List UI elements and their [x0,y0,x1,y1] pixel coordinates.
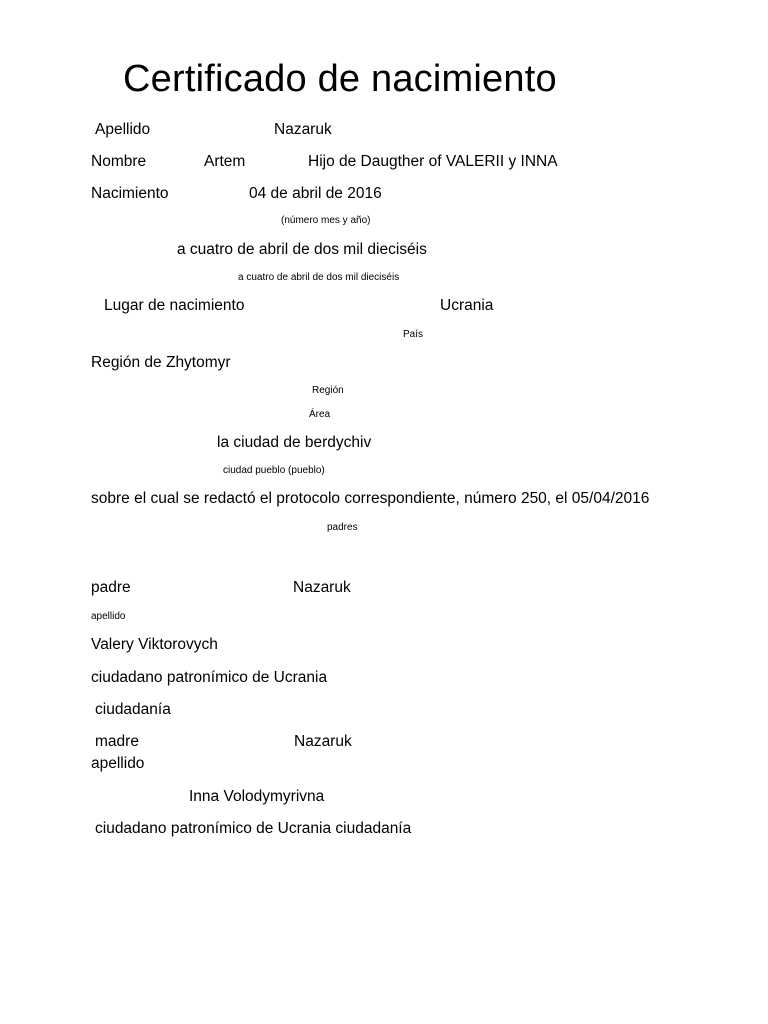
birth-date: 04 de abril de 2016 [249,185,382,202]
page-title: Certificado de nacimiento [123,58,557,100]
birthplace-city: la ciudad de berdychiv [217,434,372,451]
mother-patronymic: Inna Volodymyrivna [189,788,325,805]
birth-words-hint: a cuatro de abril de dos mil dieciséis [238,272,400,283]
father-patronymic: Valery Viktorovych [91,636,218,653]
birth-words: a cuatro de abril de dos mil dieciséis [177,241,427,258]
birthplace-country: Ucrania [440,297,494,314]
mother-citizenship: ciudadano patronímico de Ucrania ciudadanía [95,820,412,837]
name-label: Nombre [91,153,147,170]
name-extra: Hijo de Daugther of VALERII y INNA [308,153,558,170]
father-label: padre [91,579,131,596]
name-value: Artem [204,153,246,170]
father-surname-hint: apellido [91,611,126,622]
surname-label: Apellido [95,121,151,138]
father-citizenship-hint: ciudadanía [95,701,171,718]
mother-surname-hint: apellido [91,755,145,772]
area-hint: Área [309,409,331,420]
birth-label: Nacimiento [91,185,169,202]
birthplace-region: Región de Zhytomyr [91,354,231,371]
father-citizenship: ciudadano patronímico de Ucrania [91,669,328,686]
country-hint: País [403,329,424,340]
father-surname: Nazaruk [293,579,351,596]
region-hint: Región [312,385,344,396]
mother-surname: Nazaruk [294,733,352,750]
birthplace-label: Lugar de nacimiento [104,297,245,314]
mother-label: madre [95,733,139,750]
birth-date-hint: (número mes y año) [281,215,371,226]
surname-value: Nazaruk [274,121,332,138]
parents-hint: padres [327,522,358,533]
city-hint: ciudad pueblo (pueblo) [223,465,325,476]
protocol-text: sobre el cual se redactó el protocolo correspondiente, número 250, el 05/04/2016 [91,490,650,507]
